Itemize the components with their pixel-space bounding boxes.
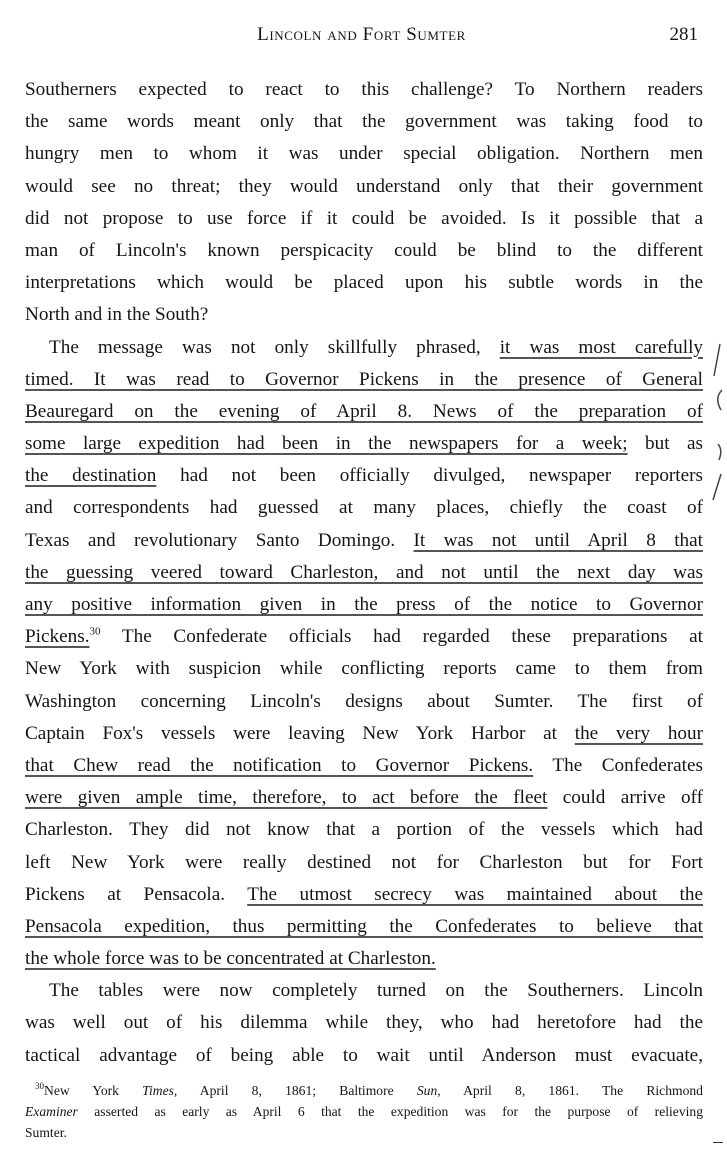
text-line: man of Lincoln's known perspicacity could be blind to the different xyxy=(25,239,703,261)
underlined-text: it was most carefully xyxy=(499,336,703,358)
underlined-text: some large expedition had been in the newspapers for a week; xyxy=(25,433,628,455)
underlined-text: timed. xyxy=(25,368,74,390)
text-line xyxy=(25,621,703,653)
page-header xyxy=(25,24,698,52)
text-segment: could arrive off xyxy=(547,787,703,809)
text-line: interpretations which would be placed upon his subtle words in the xyxy=(25,272,703,294)
text-line: was well out of his dilemma while they, who had heretofore had the xyxy=(25,1012,703,1034)
underlined-text: that Chew read the notification to Governor Pickens. xyxy=(25,754,534,776)
underlined-text: News of the preparation of xyxy=(412,400,703,422)
text-line: the same words meant only that the government was taking food to xyxy=(25,111,703,133)
margin-pencil-stroke xyxy=(713,474,721,500)
text-line: did not propose to use force if it could be avoided. Is it possible that a xyxy=(25,207,703,229)
text-line xyxy=(25,750,703,782)
text-line xyxy=(25,718,703,750)
footnote-line xyxy=(25,1101,703,1122)
underlined-text: Pickens. xyxy=(25,626,90,648)
text-line: New York with suspicion while conflicting reports came to them from xyxy=(25,658,703,680)
text-line: Washington concerning Lincoln's designs about Sumter. The first of xyxy=(25,690,703,712)
page-number: 281 xyxy=(669,24,698,45)
text-line xyxy=(25,525,703,557)
text-segment: , April 8, 1861. The Richmond xyxy=(437,1083,703,1098)
text-line: tactical advantage of being able to wait until Anderson must evacuate, xyxy=(25,1044,703,1066)
underlined-text: It was not until April 8 that xyxy=(413,529,703,551)
text-line: hungry men to whom it was under special obligation. Northern men xyxy=(25,143,703,165)
page-edge-mark xyxy=(713,1142,723,1143)
text-line xyxy=(25,428,703,460)
text-segment: Captain Fox's vessels were leaving New York Harbor at xyxy=(25,722,557,744)
footnote xyxy=(25,1080,703,1143)
text-line: The tables were now completely turned on the Southerners. Lincoln xyxy=(49,980,703,1002)
text-line xyxy=(25,332,703,364)
underlined-text: Beauregard on the evening of April 8. xyxy=(25,400,413,422)
text-line: the whole force was to be concentrated at Charleston. xyxy=(25,948,436,970)
underlined-text: the very hour xyxy=(574,722,703,744)
margin-pencil-stroke xyxy=(718,444,721,460)
text-segment: but as xyxy=(627,433,703,455)
underlined-text: the destination xyxy=(25,465,157,487)
footnote-reference: 30 xyxy=(89,625,101,638)
text-line: would see no threat; they would understand only that their government xyxy=(25,175,703,197)
text-line: Pensacola expedition, thus permitting the Confederates to believe that xyxy=(25,915,703,937)
underlined-text: were given ample time, therefore, to act before the fleet xyxy=(25,787,548,809)
footnote-line xyxy=(25,1080,703,1101)
text-line xyxy=(25,396,703,428)
text-line xyxy=(25,879,703,911)
underlined-text: The utmost secrecy was maintained about the xyxy=(247,883,703,905)
text-segment: The message was not only skillfully phrased, xyxy=(49,336,481,358)
text-line: North and in the South? xyxy=(25,304,209,326)
text-segment: , April 8, 1861; Baltimore xyxy=(173,1083,417,1098)
text-line: and correspondents had guessed at many places, chiefly the coast of xyxy=(25,497,703,519)
body-text xyxy=(25,74,703,1072)
footnote-number: 30 xyxy=(35,1081,44,1092)
publication-name: Times xyxy=(142,1083,174,1098)
underlined-text: It was read to Governor Pickens in the presence of General xyxy=(73,368,703,390)
running-title: Lincoln and Fort Sumter xyxy=(257,24,466,45)
text-line: any positive information given in the press of the notice to Governor xyxy=(25,594,703,615)
text-segment: The Confederate officials had regarded these preparations at xyxy=(100,626,703,648)
text-segment: Texas and revolutionary Santo Domingo. xyxy=(25,529,396,551)
text-line xyxy=(25,460,703,492)
publication-name: Examiner xyxy=(25,1104,78,1119)
text-segment: Pickens at Pensacola. xyxy=(25,883,248,905)
text-segment: had not been officially divulged, newspaper reporters xyxy=(156,465,704,487)
publication-name: Sun xyxy=(416,1083,438,1098)
footnote-line: Sumter. xyxy=(25,1125,67,1140)
text-line: Southerners expected to react to this challenge? To Northern readers xyxy=(25,79,703,100)
text-segment: The Confederates xyxy=(533,754,703,776)
margin-pencil-stroke xyxy=(718,390,722,410)
text-line xyxy=(25,782,703,814)
text-line xyxy=(25,364,703,396)
text-line: the guessing veered toward Charleston, and not until the next day was xyxy=(25,561,703,583)
margin-annotation-marks xyxy=(704,340,726,520)
margin-pencil-stroke xyxy=(714,344,720,376)
text-line: Charleston. They did not know that a portion of the vessels which had xyxy=(25,819,703,841)
text-segment: asserted as early as April 6 that the expedition was for the purpose of relieving xyxy=(77,1104,703,1119)
text-segment: New York xyxy=(44,1083,143,1098)
text-line: left New York were really destined not for Charleston but for Fort xyxy=(25,851,703,873)
